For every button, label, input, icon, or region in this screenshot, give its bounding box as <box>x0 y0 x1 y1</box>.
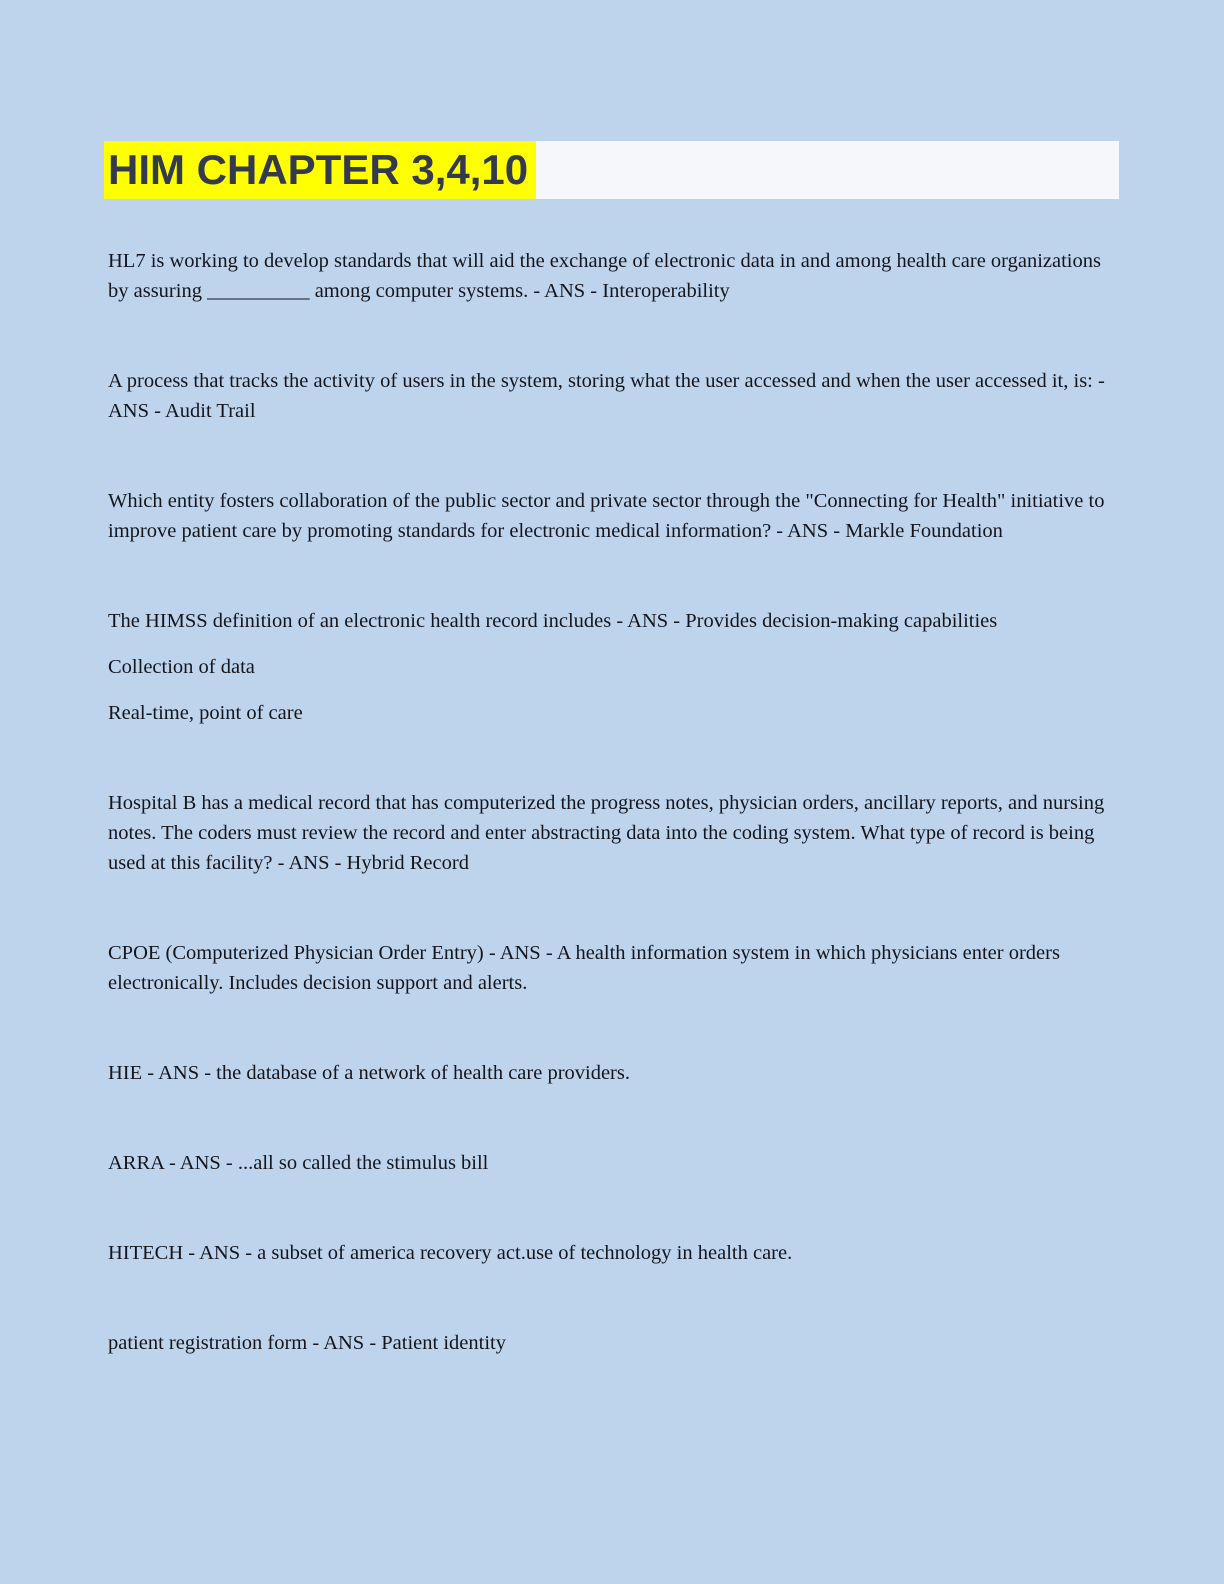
qa-block <box>108 366 1116 426</box>
paragraph: The HIMSS definition of an electronic health record includes - ANS - Provides decision-making capabilities <box>108 610 998 632</box>
paragraph: Hospital B has a medical record that has computerized the progress notes, physician orders, ancillary reports, and nursing notes. The coders must review the record and enter abstracting data into the coding system. What type of record is being used at this facility? - ANS - Hybrid Record <box>108 792 1105 874</box>
qa-block <box>108 938 1116 998</box>
paragraph: ARRA - ANS - ...all so called the stimulus bill <box>108 1152 489 1174</box>
paragraph: Real-time, point of care <box>108 702 303 724</box>
paragraph: HIE - ANS - the database of a network of health care providers. <box>108 1062 630 1084</box>
title-bar <box>104 141 1119 199</box>
qa-block <box>108 246 1116 306</box>
qa-block <box>108 1058 1116 1088</box>
paragraph: HL7 is working to develop standards that will aid the exchange of electronic data in and among health care organizations by assuring __________ among computer systems. - ANS - Interoperability <box>108 250 1101 302</box>
paragraph: CPOE (Computerized Physician Order Entry) - ANS - A health information system in which physicians enter orders electronically. Includes decision support and alerts. <box>108 942 1060 994</box>
paragraph: HITECH - ANS - a subset of america recovery act.use of technology in health care. <box>108 1242 793 1264</box>
paragraph: A process that tracks the activity of users in the system, storing what the user accessed and when the user accessed it, is: - ANS - Audit Trail <box>108 370 1105 422</box>
document-body <box>104 246 1116 1358</box>
paragraph: Which entity fosters collaboration of the public sector and private sector through the "Connecting for Health" initiative to improve patient care by promoting standards for electronic medical information? - ANS - Markle Foundation <box>108 490 1105 542</box>
paragraph: Collection of data <box>108 656 255 678</box>
page-title: HIM CHAPTER 3,4,10 <box>108 146 529 193</box>
qa-block <box>108 788 1116 878</box>
paragraph: patient registration form - ANS - Patient identity <box>108 1332 506 1354</box>
qa-block <box>108 1238 1116 1268</box>
qa-block <box>108 486 1116 546</box>
qa-block <box>108 1328 1116 1358</box>
title-highlight <box>104 141 536 199</box>
qa-block <box>108 606 1116 728</box>
qa-block <box>108 1148 1116 1178</box>
